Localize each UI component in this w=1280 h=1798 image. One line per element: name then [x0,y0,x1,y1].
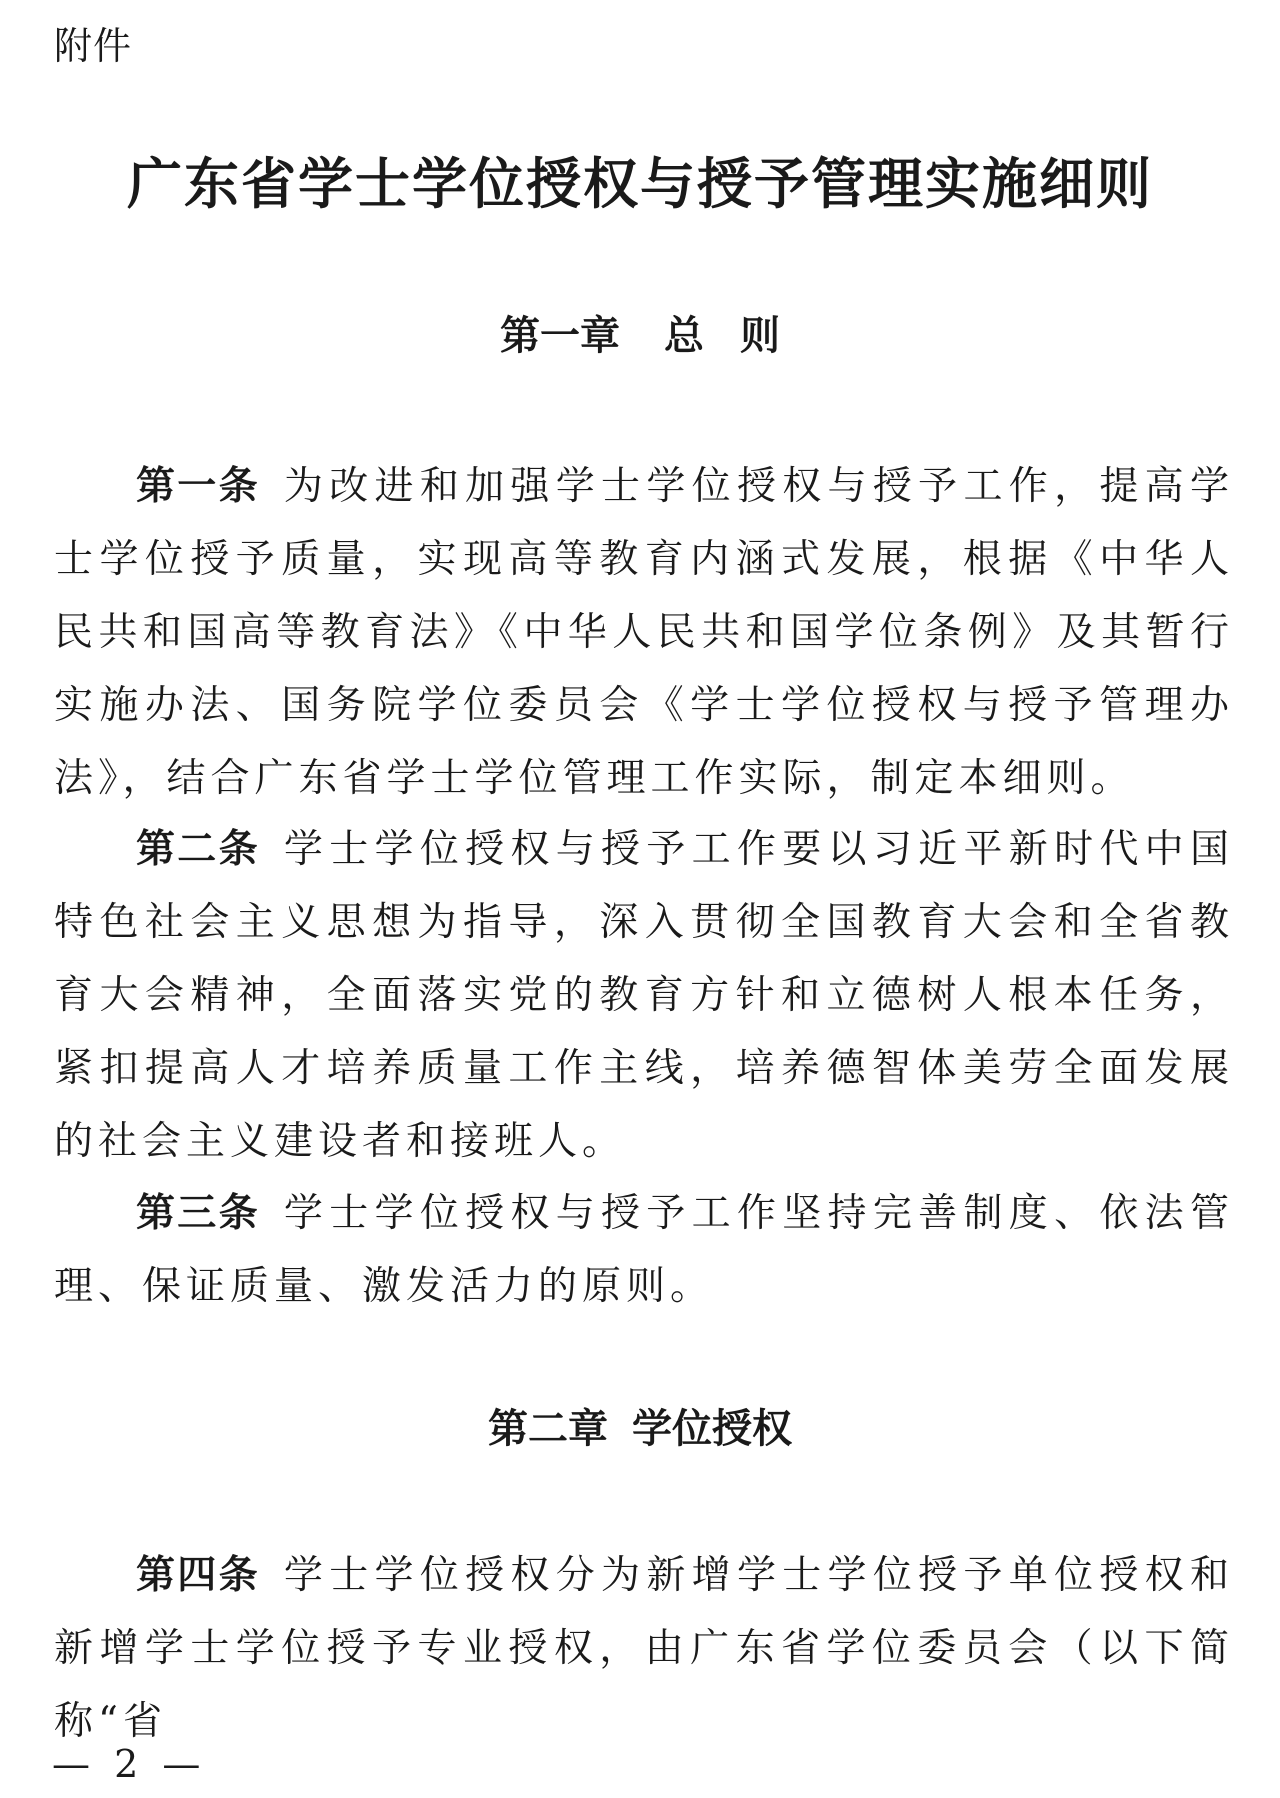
article-4 [54,1539,1234,1758]
article-label: 第二条 [136,827,260,872]
article-text: 学士学位授权与授予工作坚持完善制度、依法管理、保证质量、激发活力的原则。 [54,1191,1234,1309]
article-text: 为改进和加强学士学位授权与授予工作，提高学士学位授予质量，实现高等教育内涵式发展，根据《中华人民共和国高等教育法》《中华人民共和国学位条例》及其暂行实施办法、国务院学位委员会《学士学位授权与授予管理办法》，结合广东省学士学位管理工作实际，制定本细则。 [54,464,1234,801]
article-label: 第四条 [136,1553,260,1598]
article-text: 学士学位授权与授予工作要以习近平新时代中国特色社会主义思想为指导，深入贯彻全国教育大会和全省教育大会精神，全面落实党的教育方针和立德树人根本任务，紧扣提高人才培养质量工作主线，培养德智体美劳全面发展的社会主义建设者和接班人。 [54,827,1234,1164]
document-title: 广东省学士学位授权与授予管理实施细则 [126,152,1153,216]
article-label: 第一条 [136,464,260,509]
article-3 [54,1177,1234,1323]
chapter-title: 学位授权 [632,1406,792,1452]
article-2 [54,813,1234,1178]
article-label: 第三条 [136,1191,260,1236]
chapter-number: 第二章 [488,1406,608,1452]
chapter-heading-2 [0,1403,1280,1455]
chapter-title: 总则 [664,313,816,359]
article-1 [54,450,1234,815]
chapter-heading-1 [0,310,1280,362]
chapter-number: 第一章 [500,313,620,359]
attachment-label: 附件 [54,24,133,68]
page-number: — 2 — [52,1742,207,1786]
article-text: 学士学位授权分为新增学士学位授予单位授权和新增学士学位授予专业授权，由广东省学位委员会（以下简称“省 [54,1553,1234,1744]
